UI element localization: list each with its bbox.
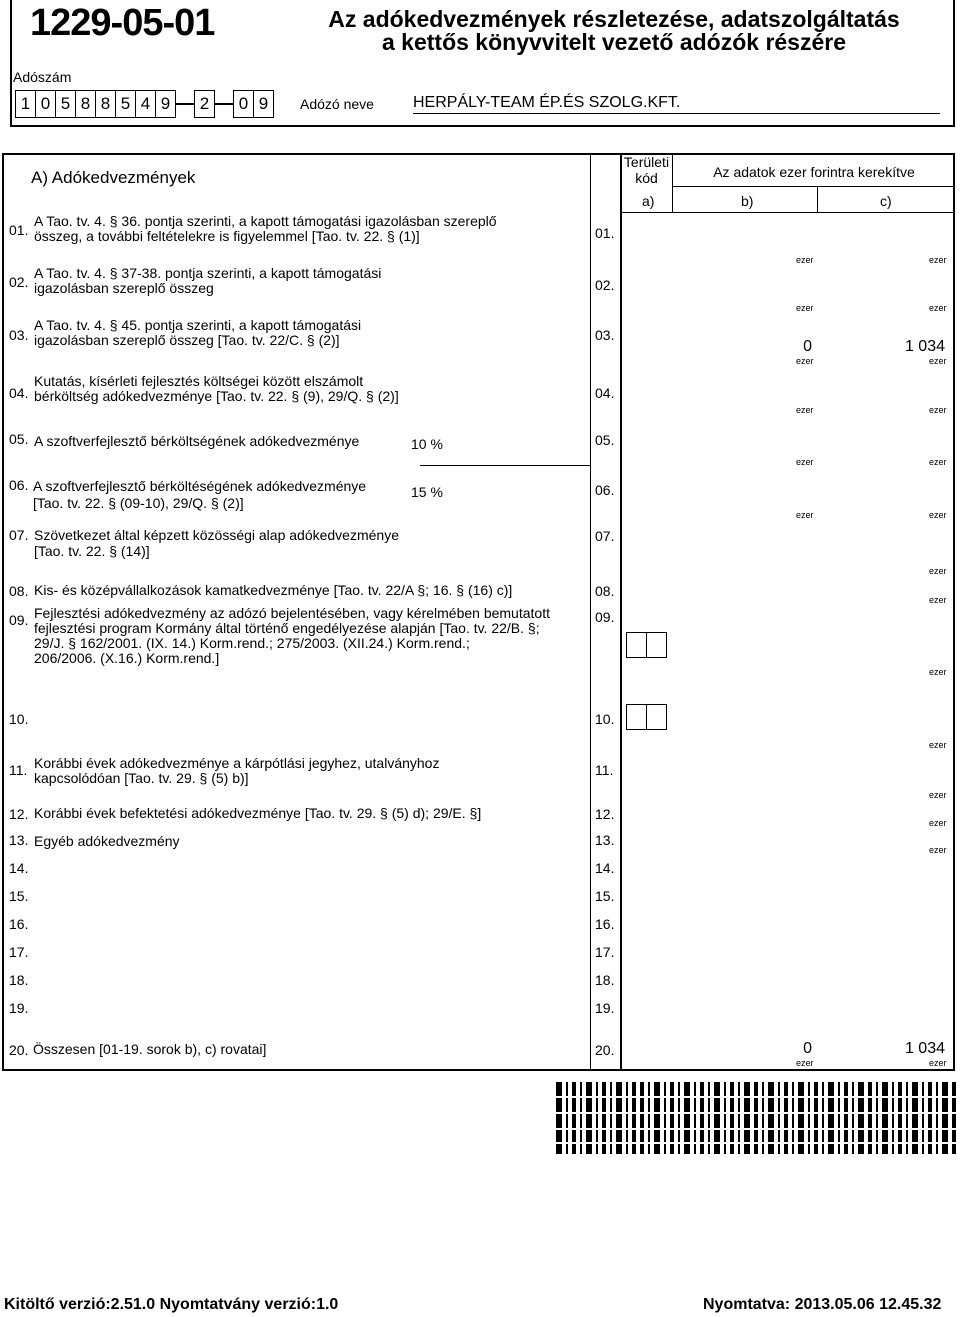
adoszam-digit[interactable]: 5 xyxy=(55,90,76,118)
row-text-line: Szövetkezet által képzett közösségi alap adókedvezménye xyxy=(34,527,399,543)
col-c-header: c) xyxy=(880,193,892,209)
row-number: 08. xyxy=(9,583,29,599)
row-03-c-value[interactable]: 1 034 xyxy=(904,338,945,355)
divider-line xyxy=(672,153,673,213)
divider-line xyxy=(620,153,622,1071)
row-text-line: A Tao. tv. 4. § 36. pontja szerinti, a kapott támogatási igazolásban szereplő xyxy=(34,213,497,229)
row-06-label xyxy=(33,478,413,512)
row-code: 17. xyxy=(595,944,615,960)
row-text-line: összeg, a további feltételekre is figyelemmel [Tao. tv. 22. § (1)] xyxy=(34,228,420,244)
row-text-line: [Tao. tv. 22. § (14)] xyxy=(34,543,150,559)
form-title xyxy=(288,8,940,54)
row-number: 20. xyxy=(9,1042,29,1058)
unit-label: ezer xyxy=(796,356,814,366)
unit-label: ezer xyxy=(929,356,947,366)
row-05-percent: 10 % xyxy=(411,436,443,452)
unit-label: ezer xyxy=(929,255,947,265)
unit-label: ezer xyxy=(796,457,814,467)
row-11-label xyxy=(34,756,584,786)
row-text-line: igazolásban szereplő összeg [Tao. tv. 22/C. § (2)] xyxy=(34,332,340,348)
row-number: 12. xyxy=(9,806,29,822)
row-code: 14. xyxy=(595,860,615,876)
adoszam-digit[interactable]: 8 xyxy=(95,90,116,118)
row-number: 18. xyxy=(9,972,29,988)
footer-printed: Nyomtatva: 2013.05.06 12.45.32 xyxy=(703,1296,942,1313)
row-code: 11. xyxy=(595,762,614,778)
adozo-neve-underline xyxy=(413,113,940,114)
row-06-percent: 15 % xyxy=(411,484,443,500)
row-number: 14. xyxy=(9,860,29,876)
adoszam-digit[interactable]: 0 xyxy=(35,90,56,118)
unit-label: ezer xyxy=(929,566,947,576)
unit-label: ezer xyxy=(796,1058,814,1068)
adoszam-dash xyxy=(176,103,194,105)
divider-line xyxy=(620,212,955,213)
row-number: 05. xyxy=(9,431,29,447)
row-code: 06. xyxy=(595,482,615,498)
row-number: 01. xyxy=(9,222,29,238)
row-code: 20. xyxy=(595,1042,615,1058)
row-04-label xyxy=(34,374,584,404)
row-text-line: [Tao. tv. 22. § (09-10), 29/Q. § (2)] xyxy=(33,495,244,511)
row-code: 01. xyxy=(595,225,615,241)
row-number: 03. xyxy=(9,327,29,343)
row-20-c-value[interactable]: 1 034 xyxy=(904,1040,945,1057)
row-20-label: Összesen [01-19. sorok b), c) rovatai] xyxy=(33,1041,267,1057)
row-code: 13. xyxy=(595,832,615,848)
unit-label: ezer xyxy=(929,510,947,520)
row-text-line: 29/J. § 162/2001. (IX. 14.) Korm.rend.; 275/2003. (XII.24.) Korm.rend.; xyxy=(34,635,470,651)
unit-label: ezer xyxy=(929,790,947,800)
row-text-line: Korábbi évek adókedvezménye a kárpótlási jegyhez, utalványhoz xyxy=(34,755,440,771)
row-number: 15. xyxy=(9,888,29,904)
row-code: 09. xyxy=(595,609,615,625)
adoszam-digit[interactable]: 0 xyxy=(233,90,254,118)
col-teruleti-line2: kód xyxy=(635,170,658,186)
section-title: A) Adókedvezmények xyxy=(31,168,196,187)
form-title-line2: a kettős könyvvitelt vezető adózók részére xyxy=(381,29,847,55)
teruleti-kod-box[interactable] xyxy=(646,704,667,730)
row-text-line: igazolásban szereplő összeg xyxy=(34,280,214,296)
adoszam-digit[interactable]: 1 xyxy=(15,90,36,118)
col-teruleti-line1: Területi xyxy=(623,154,670,170)
row-code: 18. xyxy=(595,972,615,988)
adoszam-label: Adószám xyxy=(13,69,72,85)
unit-label: ezer xyxy=(929,1058,947,1068)
row-number: 07. xyxy=(9,527,29,543)
row-text-line: A Tao. tv. 4. § 37-38. pontja szerinti, a kapott támogatási xyxy=(34,265,382,281)
adoszam-digit[interactable]: 4 xyxy=(135,90,156,118)
unit-label: ezer xyxy=(929,405,947,415)
row-code: 07. xyxy=(595,528,615,544)
row-code: 03. xyxy=(595,327,615,343)
adoszam-digit[interactable]: 5 xyxy=(115,90,136,118)
row-text-line: A szoftverfejlesztő bérköltéségének adókedvezménye xyxy=(33,478,367,494)
unit-label: ezer xyxy=(796,303,814,313)
adoszam-digit[interactable]: 9 xyxy=(155,90,176,118)
row-03-label xyxy=(34,318,584,348)
row-number: 02. xyxy=(9,274,29,290)
teruleti-kod-box[interactable] xyxy=(646,632,667,658)
row-number: 06. xyxy=(9,477,29,493)
adoszam-digit[interactable]: 9 xyxy=(253,90,274,118)
col-adatok-header: Az adatok ezer forintra kerekítve xyxy=(713,164,915,180)
row-09-label xyxy=(34,606,594,666)
divider-line xyxy=(817,186,818,213)
row-text-line: fejlesztési program Kormány által történő engedélyezése alapján [Tao. tv. 22/B. §; xyxy=(34,620,540,636)
unit-label: ezer xyxy=(929,595,947,605)
row-12-label: Korábbi évek befektetési adókedvezménye [Tao. tv. 29. § (5) d); 29/E. §] xyxy=(34,805,482,821)
row-08-label: Kis- és középvállalkozások kamatkedvezménye [Tao. tv. 22/A §; 16. § (16) c)] xyxy=(34,582,513,598)
row-20-b-value[interactable]: 0 xyxy=(803,1040,812,1057)
form-title-line1: Az adókedvezmények részletezése, adatszolgáltatás xyxy=(328,6,900,32)
row-number: 09. xyxy=(9,612,29,628)
row-number: 10. xyxy=(9,711,29,727)
row-text-line: kapcsolódóan [Tao. tv. 29. § (5) b)] xyxy=(34,770,249,786)
row-number: 04. xyxy=(9,385,29,401)
row-07-label xyxy=(34,527,584,559)
col-teruleti-header xyxy=(621,154,672,186)
adozo-neve[interactable]: HERPÁLY-TEAM ÉP.ÉS SZOLG.KFT. xyxy=(413,94,681,111)
row-05-label: A szoftverfejlesztő bérköltségének adókedvezménye xyxy=(34,433,360,449)
row-01-label xyxy=(34,214,584,244)
row-text-line: bérköltség adókedvezménye [Tao. tv. 22. § (9), 29/Q. § (2)] xyxy=(34,388,399,404)
row-code: 16. xyxy=(595,916,615,932)
row-number: 17. xyxy=(9,944,29,960)
col-a-header: a) xyxy=(642,193,655,209)
unit-label: ezer xyxy=(796,255,814,265)
row-number: 16. xyxy=(9,916,29,932)
unit-label: ezer xyxy=(929,667,947,677)
row-text-line: Fejlesztési adókedvezmény az adózó bejelentésében, vagy kérelmében bemutatott xyxy=(34,605,550,621)
row-number: 13. xyxy=(9,832,29,848)
row-code: 12. xyxy=(595,806,615,822)
barcode-image xyxy=(556,1082,956,1154)
unit-label: ezer xyxy=(929,740,947,750)
teruleti-kod-box[interactable] xyxy=(626,632,647,658)
row-text-line: Kutatás, kísérleti fejlesztés költségei között elszámolt xyxy=(34,373,364,389)
unit-label: ezer xyxy=(929,303,947,313)
row-code: 08. xyxy=(595,583,615,599)
unit-label: ezer xyxy=(796,405,814,415)
row-03-b-value[interactable]: 0 xyxy=(803,338,812,355)
row-05-underline xyxy=(420,465,590,466)
adoszam-dash xyxy=(215,103,233,105)
unit-label: ezer xyxy=(929,457,947,467)
unit-label: ezer xyxy=(929,818,947,828)
row-code: 05. xyxy=(595,432,615,448)
teruleti-kod-box[interactable] xyxy=(626,704,647,730)
row-code: 10. xyxy=(595,711,615,727)
unit-label: ezer xyxy=(796,510,814,520)
row-code: 19. xyxy=(595,1000,615,1016)
row-code: 04. xyxy=(595,385,615,401)
row-13-label: Egyéb adókedvezmény xyxy=(34,833,180,849)
row-text-line: 206/2006. (X.16.) Korm.rend.] xyxy=(34,650,220,666)
row-text-line: A Tao. tv. 4. § 45. pontja szerinti, a kapott támogatási xyxy=(34,317,362,333)
row-number: 11. xyxy=(9,762,28,778)
row-code: 02. xyxy=(595,277,615,293)
row-02-label xyxy=(34,266,584,296)
adoszam-digit[interactable]: 2 xyxy=(194,90,215,118)
footer-version: Kitöltő verzió:2.51.0 Nyomtatvány verzió:1.0 xyxy=(4,1296,339,1313)
row-code: 15. xyxy=(595,888,615,904)
adoszam-digit[interactable]: 8 xyxy=(75,90,96,118)
col-b-header: b) xyxy=(741,193,754,209)
row-number: 19. xyxy=(9,1000,29,1016)
form-code: 1229-05-01 xyxy=(30,2,215,44)
unit-label: ezer xyxy=(929,845,947,855)
adozo-neve-label: Adózó neve xyxy=(300,96,374,112)
divider-line xyxy=(672,186,955,187)
